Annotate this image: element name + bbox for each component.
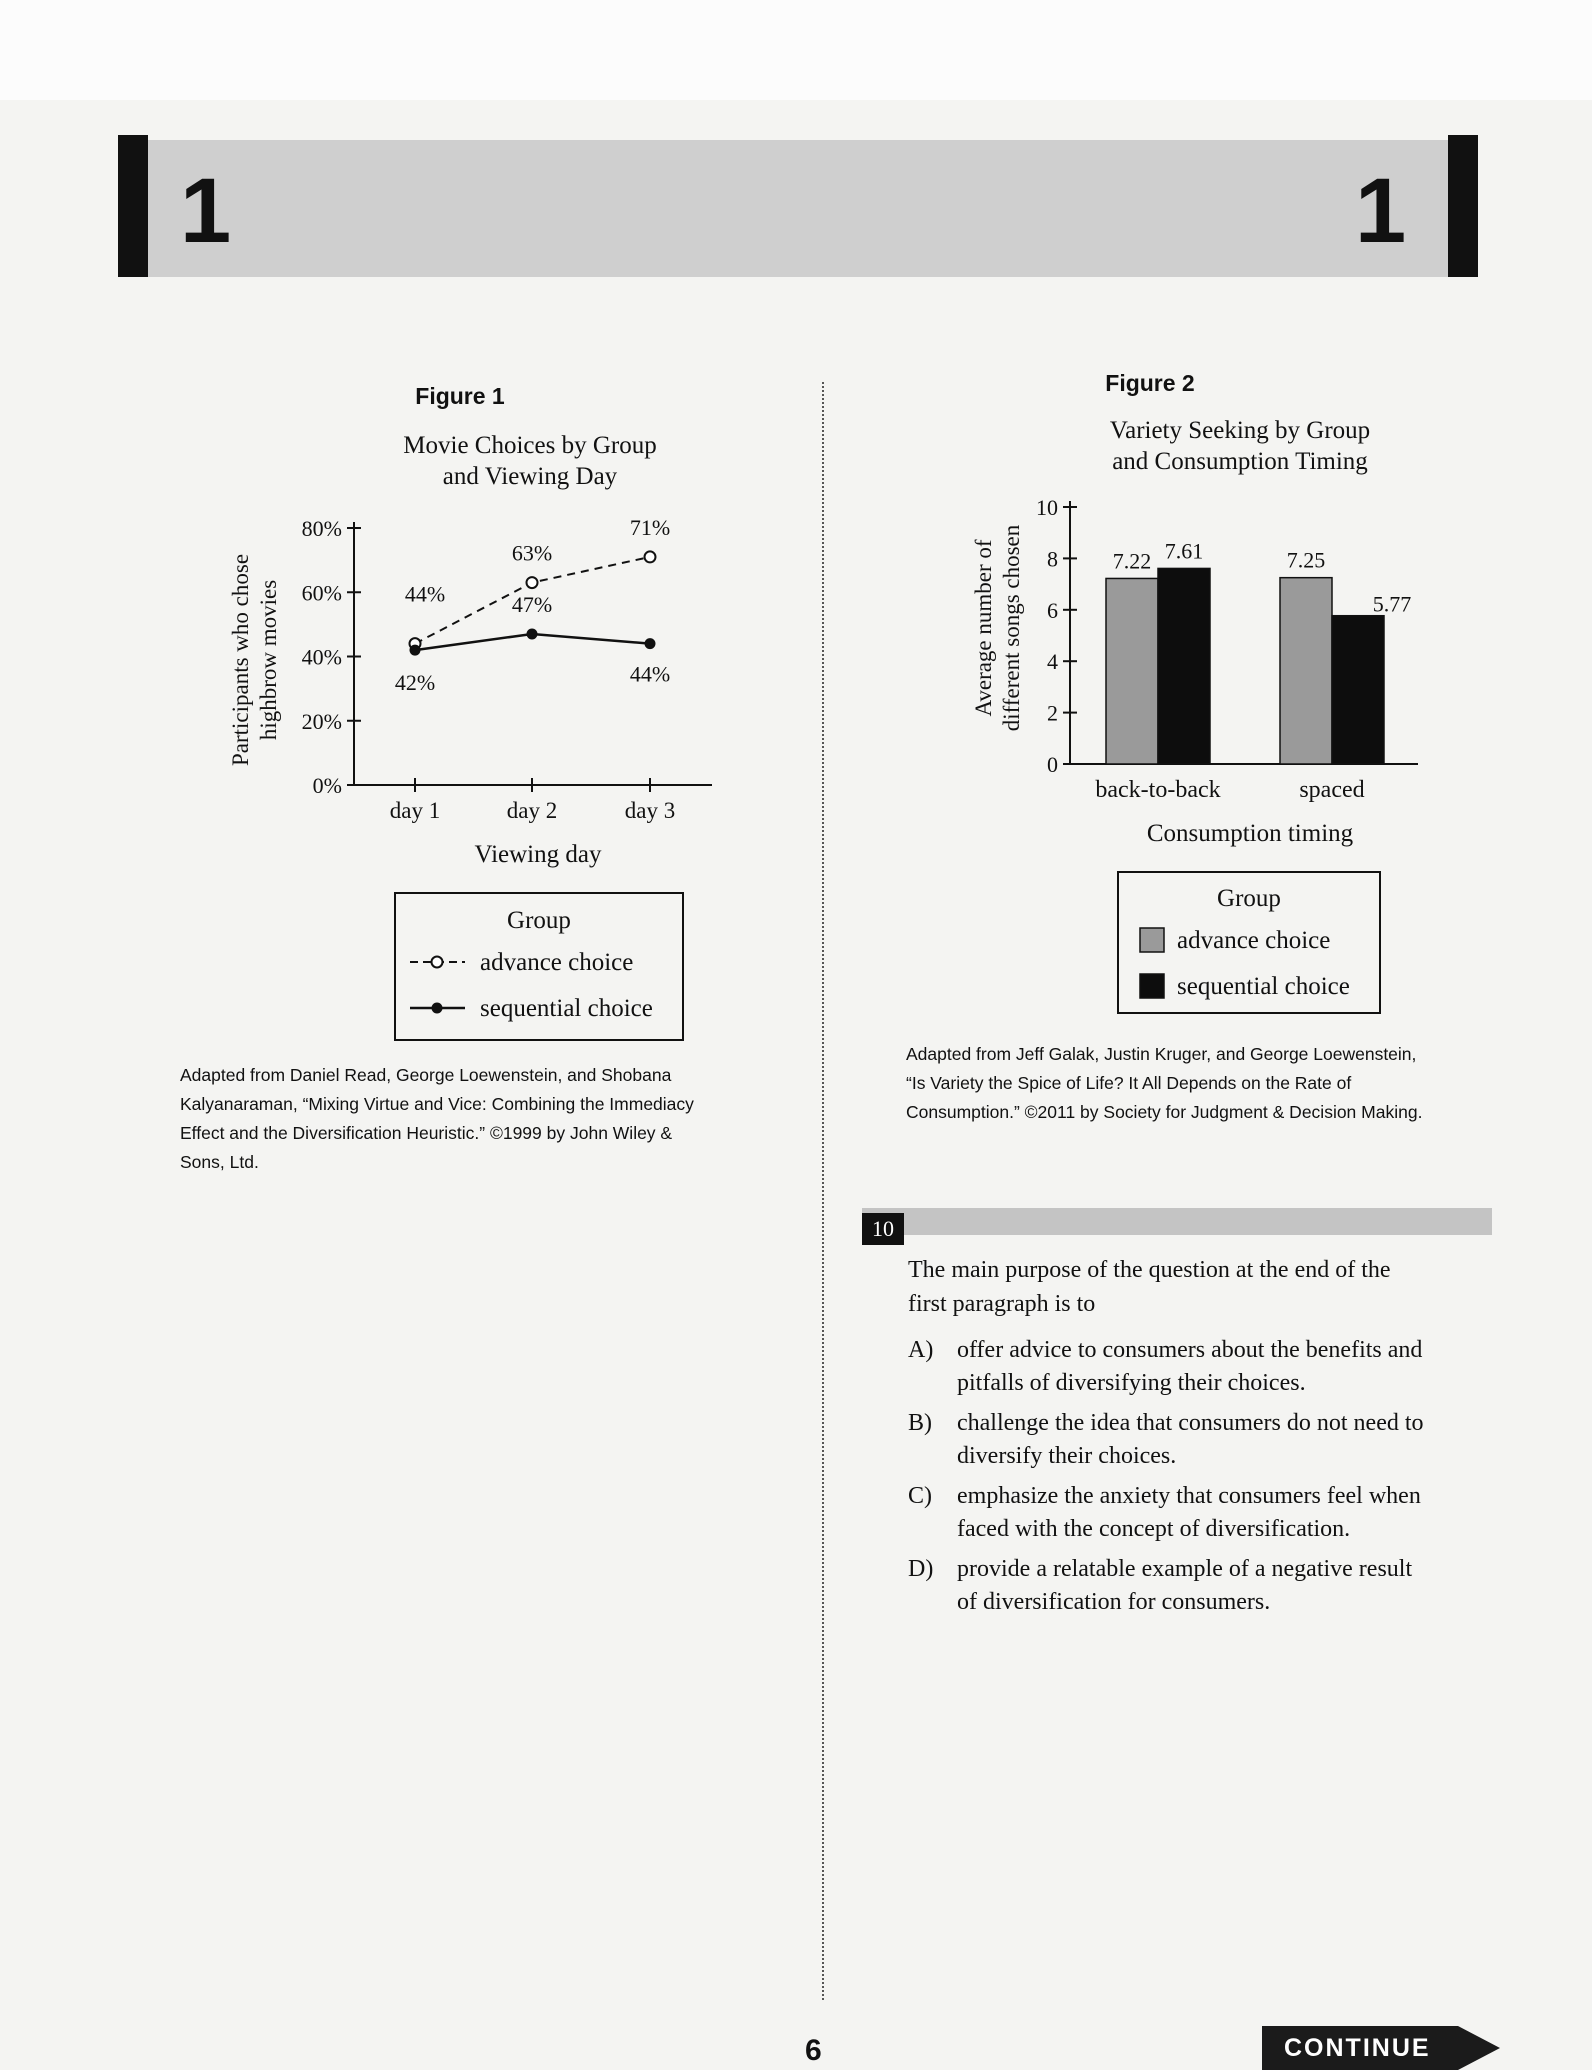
figure2-credit-line2: “Is Variety the Spice of Life? It All Depends on the Rate of xyxy=(906,1073,1352,1093)
answer-option-a[interactable] xyxy=(908,1334,1498,1400)
figure2-credit-line3: Consumption.” ©2011 by Society for Judgment & Decision Making. xyxy=(906,1102,1423,1122)
figure2-label: Figure 2 xyxy=(1105,370,1195,396)
figure1-label: Figure 1 xyxy=(415,383,505,409)
option-text-line1: provide a relatable example of a negative result xyxy=(957,1556,1413,1582)
bar-value-label: 5.77 xyxy=(1372,591,1412,617)
sequential-choice-label: 47% xyxy=(511,592,553,618)
figure1-credit-line1: Adapted from Daniel Read, George Loewenstein, and Shobana xyxy=(180,1065,672,1085)
option-letter: A) xyxy=(908,1337,934,1363)
bar-sequential xyxy=(1332,616,1384,764)
advance-choice-label: 63% xyxy=(511,540,553,566)
y-tick-label: 8 xyxy=(1047,546,1058,572)
x-tick-label: day 3 xyxy=(624,798,676,823)
option-text-line1: challenge the idea that consumers do not need to xyxy=(957,1410,1424,1436)
option-text-line2: diversify their choices. xyxy=(957,1443,1177,1469)
section-number-right: 1 xyxy=(1355,160,1407,262)
x-axis-title: Viewing day xyxy=(474,841,602,868)
option-letter: B) xyxy=(908,1410,932,1436)
y-axis-title-line: different songs chosen xyxy=(999,524,1024,732)
y-axis-title-line: Average number of xyxy=(971,539,996,717)
y-tick-label: 0 xyxy=(1047,752,1058,777)
option-text-line1: emphasize the anxiety that consumers feel when xyxy=(957,1483,1421,1509)
bar-advance xyxy=(1106,578,1158,764)
answer-option-c[interactable] xyxy=(908,1480,1498,1546)
legend-title: Group xyxy=(1217,885,1281,912)
sequential-choice-label: 44% xyxy=(629,661,671,687)
section-number-left: 1 xyxy=(180,160,232,262)
x-axis-title: Consumption timing xyxy=(1146,820,1354,847)
x-category-label: back-to-back xyxy=(1095,777,1221,803)
y-axis-title-line: Participants who chose xyxy=(228,553,253,767)
figure1-title-line2: and Viewing Day xyxy=(442,463,618,490)
y-tick-label: 20% xyxy=(301,708,342,734)
legend-advance-label: advance choice xyxy=(480,949,634,976)
y-tick-label: 60% xyxy=(301,580,342,606)
y-tick-label: 6 xyxy=(1047,597,1058,623)
question-header-band xyxy=(862,1208,1492,1235)
y-tick-label: 80% xyxy=(301,516,342,541)
y-axis-title-line: highbrow movies xyxy=(256,579,281,741)
option-letter: C) xyxy=(908,1483,932,1509)
y-tick-label: 0% xyxy=(312,773,342,798)
advance-choice-label: 44% xyxy=(404,581,446,607)
y-axis-title xyxy=(971,524,1024,731)
figure2-title-line2: and Consumption Timing xyxy=(1112,448,1368,475)
x-tick-label: day 1 xyxy=(389,798,441,823)
question-stem-line2: first paragraph is to xyxy=(908,1291,1096,1317)
y-tick-label: 2 xyxy=(1047,700,1058,726)
page-number: 6 xyxy=(805,2034,822,2067)
sequential-choice-label: 42% xyxy=(394,670,436,696)
y-tick-label: 4 xyxy=(1047,649,1058,675)
figure2-credit-line1: Adapted from Jeff Galak, Justin Kruger, and George Loewenstein, xyxy=(906,1044,1417,1064)
figure1-title-line1: Movie Choices by Group xyxy=(403,432,657,459)
figure1-credit-line2: Kalyanaraman, “Mixing Virtue and Vice: Combining the Immediacy xyxy=(180,1094,694,1114)
figure2-credit xyxy=(906,1040,1526,1127)
question-stem xyxy=(908,1253,1498,1321)
legend-sequential-label: sequential choice xyxy=(1177,973,1350,1000)
bar-sequential xyxy=(1158,568,1210,764)
answer-option-d[interactable] xyxy=(908,1553,1498,1619)
figure1-credit-line3: Effect and the Diversification Heuristic.” ©1999 by John Wiley & xyxy=(180,1123,673,1143)
x-category-label: spaced xyxy=(1299,777,1365,803)
answer-option-b[interactable] xyxy=(908,1407,1498,1473)
figure1-credit xyxy=(180,1061,820,1177)
bar-value-label: 7.22 xyxy=(1112,548,1152,574)
bar-advance xyxy=(1280,578,1332,764)
option-text-line2: of diversification for consumers. xyxy=(957,1589,1271,1615)
option-text-line2: faced with the concept of diversification. xyxy=(957,1516,1351,1542)
continue-button[interactable]: CONTINUE xyxy=(1262,2026,1458,2070)
legend-advance-label: advance choice xyxy=(1177,927,1331,954)
legend-title: Group xyxy=(507,907,571,934)
y-tick-label: 40% xyxy=(301,644,342,670)
y-tick-label: 10 xyxy=(1036,495,1058,520)
legend-sequential-swatch xyxy=(1140,974,1164,998)
option-text-line2: pitfalls of diversifying their choices. xyxy=(957,1370,1306,1396)
continue-arrow-icon[interactable] xyxy=(1458,2026,1500,2070)
figure2-title-line1: Variety Seeking by Group xyxy=(1109,417,1371,444)
bar-value-label: 7.61 xyxy=(1164,538,1204,564)
question-stem-line1: The main purpose of the question at the end of the xyxy=(908,1257,1391,1283)
option-text-line1: offer advice to consumers about the benefits and xyxy=(957,1337,1423,1363)
legend-sequential-label: sequential choice xyxy=(480,995,653,1022)
question-number: 10 xyxy=(862,1213,904,1245)
option-letter: D) xyxy=(908,1556,934,1582)
figure1-credit-line4: Sons, Ltd. xyxy=(180,1152,259,1172)
bar-value-label: 7.25 xyxy=(1286,547,1326,573)
legend-advance-swatch xyxy=(1140,928,1164,952)
x-tick-label: day 2 xyxy=(506,798,558,823)
advance-choice-label: 71% xyxy=(629,514,671,540)
